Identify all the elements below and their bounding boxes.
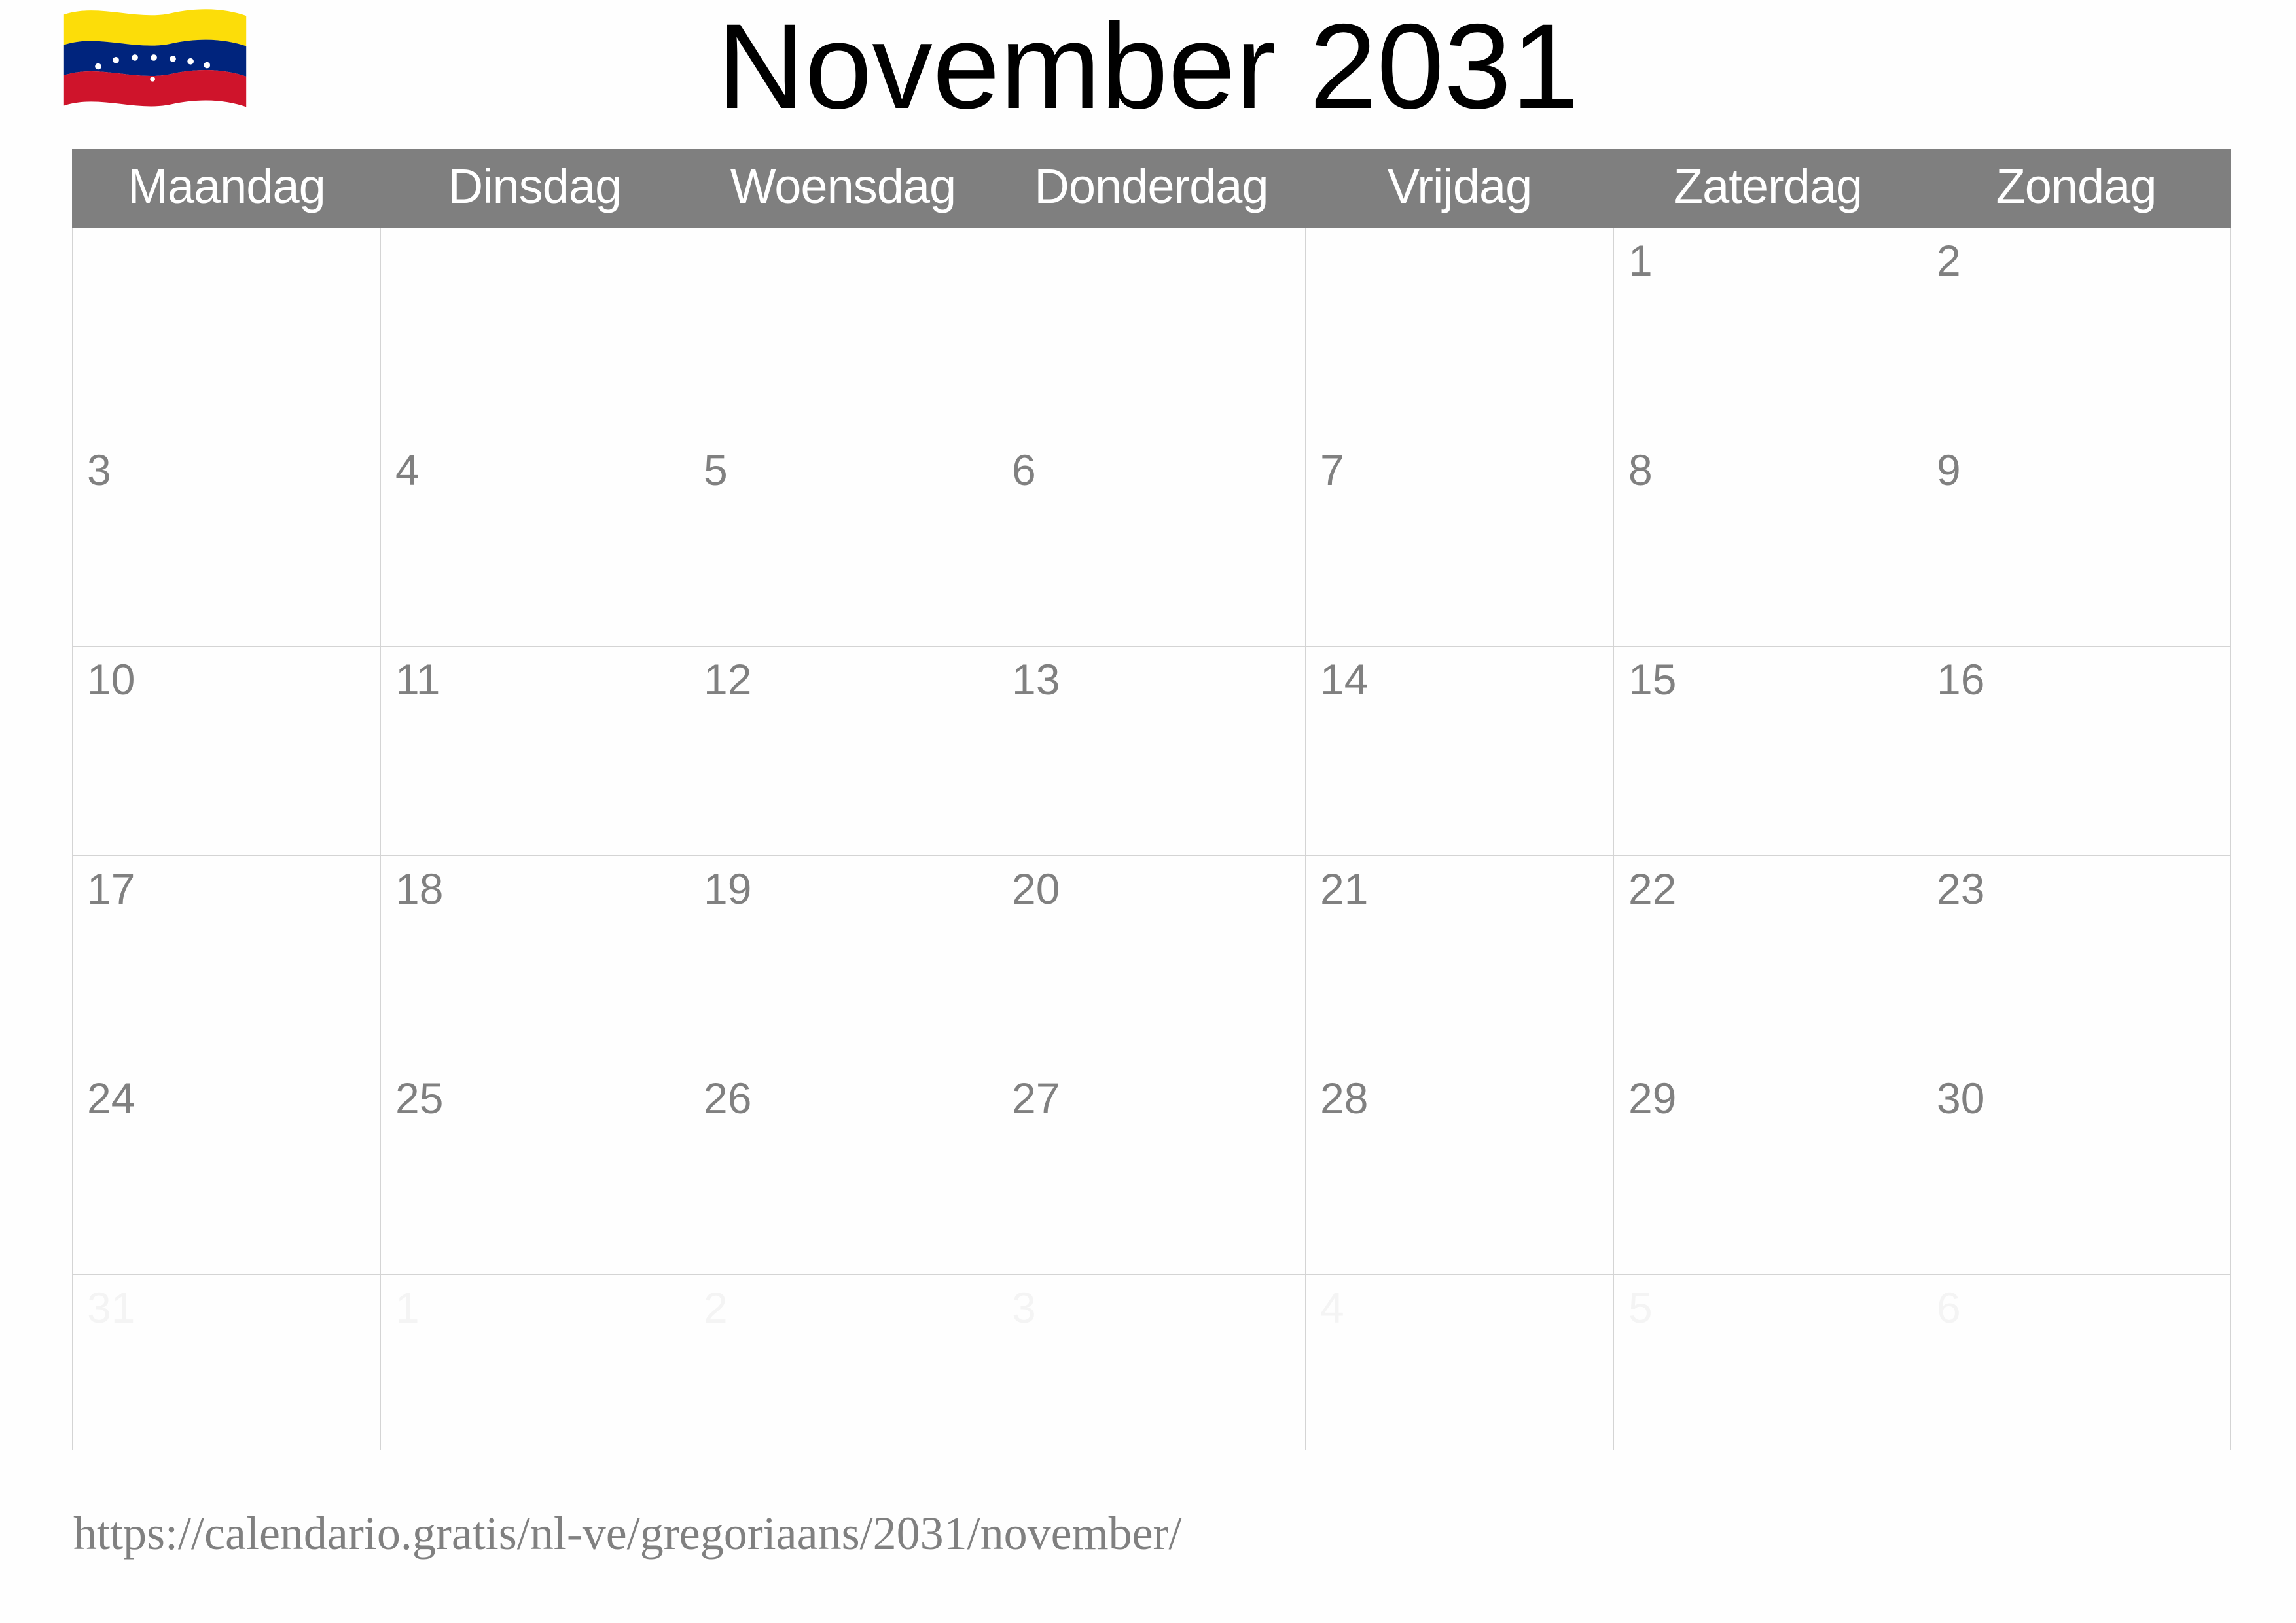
day-cell: 4 xyxy=(381,437,689,647)
day-cell: 20 xyxy=(997,856,1306,1065)
day-cell: 22 xyxy=(1614,856,1922,1065)
calendar-week-row xyxy=(73,1065,2231,1275)
day-cell xyxy=(381,228,689,437)
day-cell: 18 xyxy=(381,856,689,1065)
month-calendar xyxy=(72,149,2231,1450)
day-cell: 24 xyxy=(73,1065,381,1275)
day-cell: 17 xyxy=(73,856,381,1065)
weekday-header-tuesday: Dinsdag xyxy=(381,150,689,228)
weekday-header-sunday: Zondag xyxy=(1922,150,2231,228)
day-cell: 12 xyxy=(689,647,997,856)
day-cell xyxy=(689,228,997,437)
day-cell: 5 xyxy=(1614,1275,1922,1450)
weekday-header-monday: Maandag xyxy=(73,150,381,228)
day-cell: 5 xyxy=(689,437,997,647)
day-cell: 29 xyxy=(1614,1065,1922,1275)
calendar-week-row xyxy=(73,228,2231,437)
day-cell: 11 xyxy=(381,647,689,856)
day-cell: 19 xyxy=(689,856,997,1065)
weekday-header-friday: Vrijdag xyxy=(1306,150,1614,228)
day-cell: 7 xyxy=(1306,437,1614,647)
day-cell: 23 xyxy=(1922,856,2231,1065)
weekday-header-saturday: Zaterdag xyxy=(1614,150,1922,228)
day-cell: 31 xyxy=(73,1275,381,1450)
day-cell: 4 xyxy=(1306,1275,1614,1450)
day-cell: 21 xyxy=(1306,856,1614,1065)
day-cell: 13 xyxy=(997,647,1306,856)
day-cell: 26 xyxy=(689,1065,997,1275)
page-title: November 2031 xyxy=(717,0,1579,134)
day-cell: 27 xyxy=(997,1065,1306,1275)
day-cell: 9 xyxy=(1922,437,2231,647)
weekday-header-wednesday: Woensdag xyxy=(689,150,997,228)
source-url: https://calendario.gratis/nl-ve/gregoriaans/2031/november/ xyxy=(73,1507,1182,1560)
day-cell: 28 xyxy=(1306,1065,1614,1275)
day-cell: 1 xyxy=(381,1275,689,1450)
day-cell: 3 xyxy=(73,437,381,647)
day-cell xyxy=(997,228,1306,437)
day-cell: 14 xyxy=(1306,647,1614,856)
day-cell: 15 xyxy=(1614,647,1922,856)
day-cell: 25 xyxy=(381,1065,689,1275)
calendar-week-row xyxy=(73,1275,2231,1450)
day-cell: 2 xyxy=(1922,228,2231,437)
page-header xyxy=(0,0,2296,147)
day-cell xyxy=(1306,228,1614,437)
weekday-header-row xyxy=(73,150,2231,228)
weekday-header-thursday: Donderdag xyxy=(997,150,1306,228)
day-cell: 16 xyxy=(1922,647,2231,856)
calendar-week-row xyxy=(73,647,2231,856)
day-cell: 6 xyxy=(997,437,1306,647)
day-cell: 30 xyxy=(1922,1065,2231,1275)
day-cell: 3 xyxy=(997,1275,1306,1450)
day-cell: 8 xyxy=(1614,437,1922,647)
calendar-week-row xyxy=(73,856,2231,1065)
calendar-week-row xyxy=(73,437,2231,647)
day-cell: 2 xyxy=(689,1275,997,1450)
day-cell: 10 xyxy=(73,647,381,856)
day-cell: 1 xyxy=(1614,228,1922,437)
day-cell xyxy=(73,228,381,437)
day-cell: 6 xyxy=(1922,1275,2231,1450)
